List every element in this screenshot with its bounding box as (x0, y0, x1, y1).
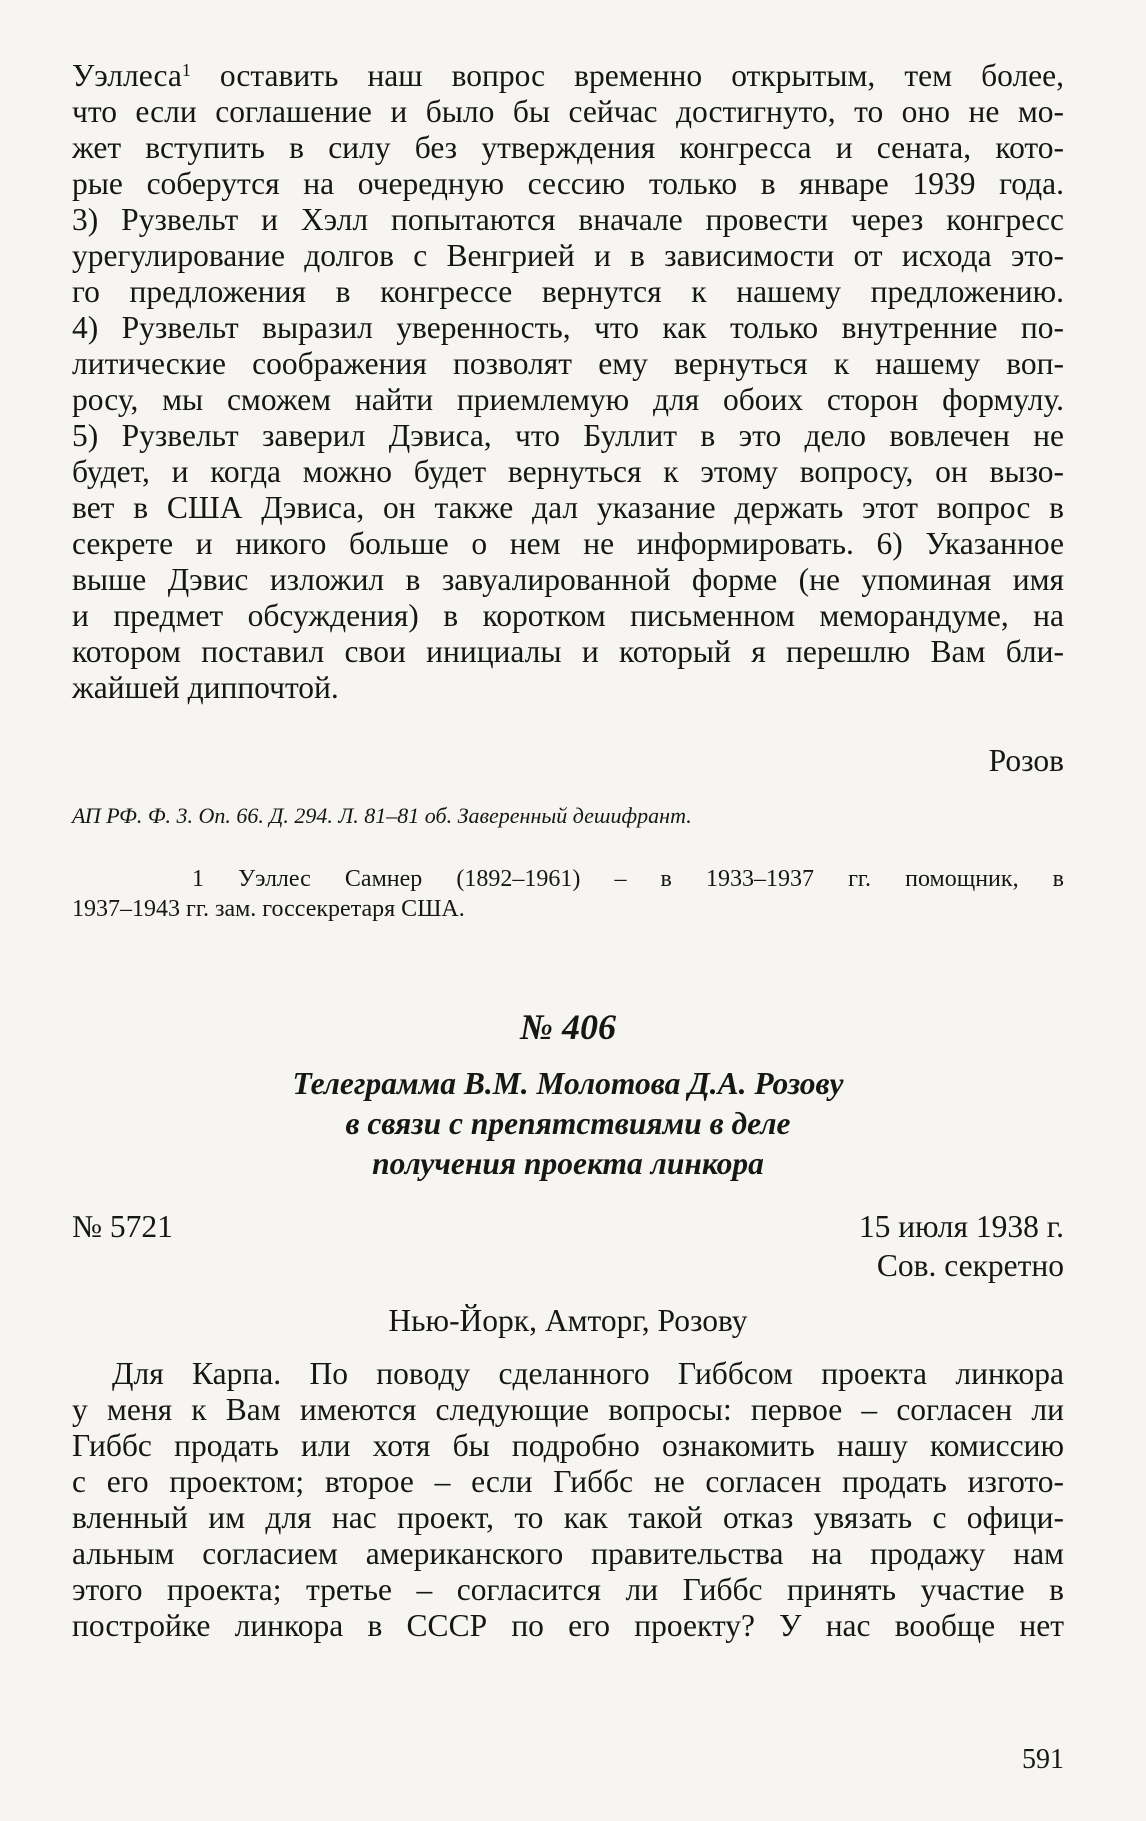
footnote-line: 1 Уэллес Самнер (1892–1961) – в 1933–1937 гг. помощник, в (192, 866, 1064, 892)
text-line: Для Карпа. По поводу сделанного Гиббсом проекта линкора (112, 1356, 1064, 1391)
text-line: постройке линкора в СССР по его проекту? У нас вообще нет (72, 1608, 1064, 1643)
text-line: вленный им для нас проект, то как такой отказ увязать с офици- (72, 1500, 1064, 1535)
signature: Розов (988, 743, 1064, 778)
document-title (72, 1064, 1064, 1184)
document-title-line: Телеграмма В.М. Молотова Д.А. Розову (292, 1066, 844, 1101)
archival-source-note: АП РФ. Ф. 3. Оп. 66. Д. 294. Л. 81–81 об. Заверенный дешифрант. (72, 803, 692, 828)
footnote-reference[interactable]: 1 (181, 60, 191, 80)
text-line: котором поставил свои инициалы и который я перешлю Вам бли- (72, 634, 1064, 669)
text-line: этого проекта; третье – согласится ли Гиббс принять участие в (72, 1572, 1064, 1607)
text-line: литические соображения позволят ему вернуться к нашему воп- (72, 346, 1064, 381)
text-line: 5) Рузвельт заверил Дэвиса, что Буллит в это дело вовлечен не (72, 418, 1064, 453)
telegram-address: Нью-Йорк, Амторг, Розову (388, 1303, 748, 1338)
text-line: росу, мы сможем найти приемлемую для обоих сторон формулу. (72, 382, 1064, 417)
text-line: с его проектом; второе – если Гиббс не согласен продать изгото- (72, 1464, 1064, 1499)
footnote (72, 864, 1064, 924)
text-line: выше Дэвис изложил в завуалированной форме (не упоминая имя (72, 562, 1064, 597)
text-line: секрете и никого больше о нем не информировать. 6) Указанное (72, 526, 1064, 561)
document-title-line: в связи с препятствиями в деле (345, 1106, 791, 1141)
text-line: альным согласием американского правительства на продажу нам (72, 1536, 1064, 1571)
body-paragraph-2 (72, 1356, 1064, 1644)
text-line: будет, и когда можно будет вернуться к этому вопросу, он вызо- (72, 454, 1064, 489)
text-line: и предмет обсуждения) в коротком письменном меморандуме, на (72, 598, 1064, 633)
text-line: что если соглашение и было бы сейчас достигнуто, то оно не мо- (72, 94, 1064, 129)
first-word: Уэллеса (72, 58, 182, 93)
text-line: Гиббс продать или хотя бы подробно ознакомить нашу комиссию (72, 1428, 1064, 1463)
text-line: жайшей диппочтой. (72, 670, 339, 705)
text-line: рые соберутся на очередную сессию только в январе 1939 года. (72, 166, 1064, 201)
page-number: 591 (1022, 1744, 1064, 1775)
body-paragraph-1 (72, 58, 1064, 706)
text-line: жет вступить в силу без утверждения конгресса и сената, кото- (72, 130, 1064, 165)
text-line: у меня к Вам имеются следующие вопросы: первое – согласен ли (72, 1392, 1064, 1427)
text-line: Уэллеса$^1$ оставить наш вопрос временно открытым, тем более, (72, 58, 1064, 93)
footnote-line: 1937–1943 гг. зам. госсекретаря США. (72, 896, 465, 922)
document-title-line: получения проекта линкора (372, 1146, 764, 1181)
classification-stamp: Сов. секретно (876, 1248, 1064, 1283)
document-number: № 406 (520, 1007, 616, 1047)
text-line: 3) Рузвельт и Хэлл попытаются вначале провести через конгресс (72, 202, 1064, 237)
telegram-number: № 5721 (72, 1209, 173, 1244)
telegram-date: 15 июля 1938 г. (858, 1209, 1064, 1244)
text-line: урегулирование долгов с Венгрией и в зависимости от исхода это- (72, 238, 1064, 273)
text-line: го предложения в конгрессе вернутся к нашему предложению. (72, 274, 1064, 309)
text-line: вет в США Дэвиса, он также дал указание держать этот вопрос в (72, 490, 1064, 525)
text-line: 4) Рузвельт выразил уверенность, что как только внутренние по- (72, 310, 1064, 345)
